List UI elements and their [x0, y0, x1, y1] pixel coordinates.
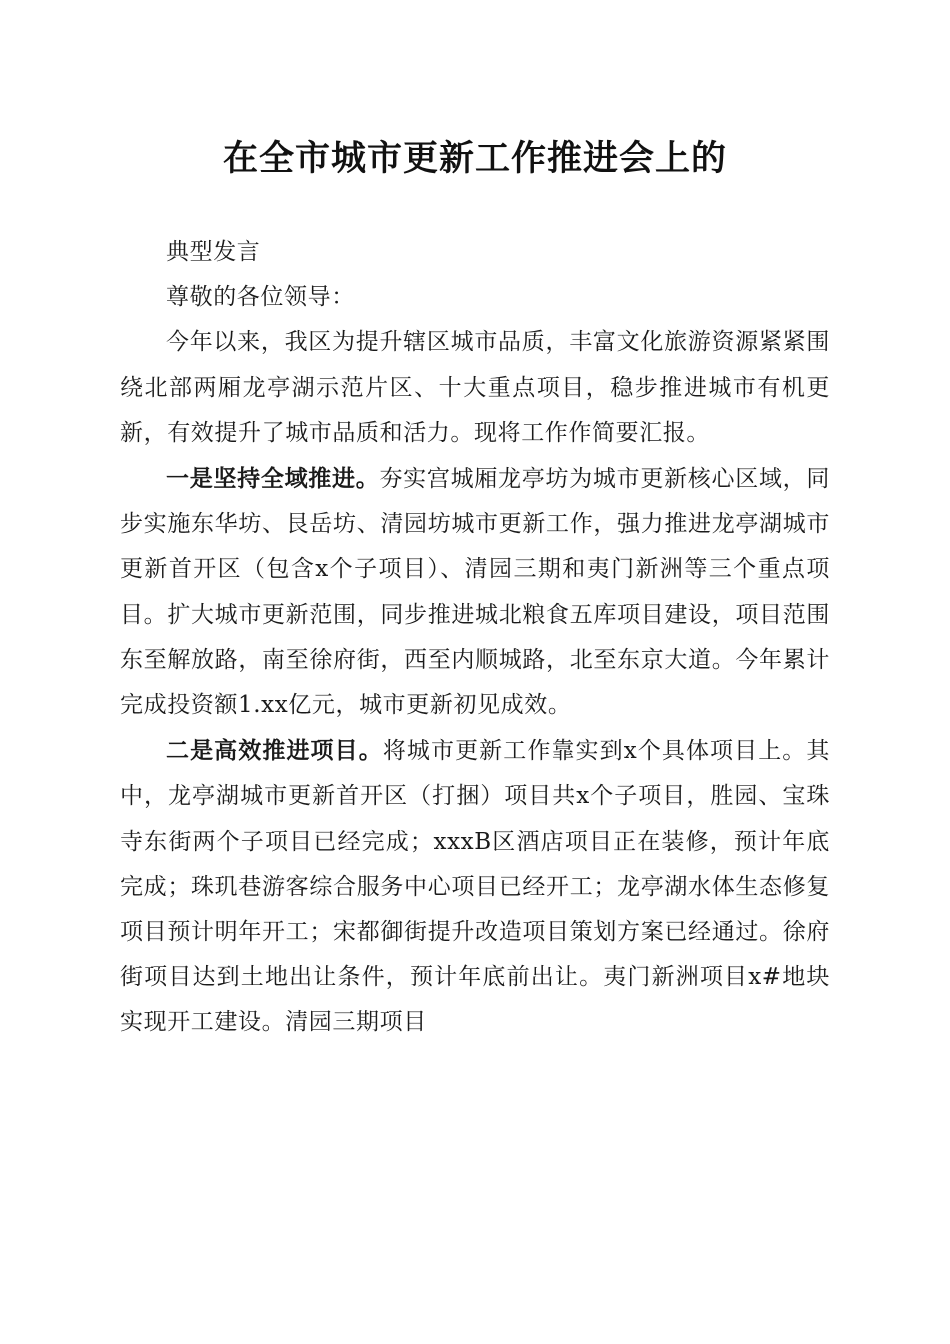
paragraph-intro [120, 320, 830, 456]
document-body [120, 230, 830, 1046]
paragraph-text: 将城市更新工作靠实到x个具体项目上。其中，龙亭湖城市更新首开区（打捆）项目共x个子项目，胜园、宝珠寺东街两个子项目已经完成；xxxB区酒店项目正在装修，预计年底完成；珠玑巷游客综合服务中心项目已经开工；龙亭湖水体生态修复项目预计明年开工；宋都御街提升改造项目策划方案已经通过。徐府街项目达到土地出让条件，预计年底前出让。夷门新洲项目x#地块实现开工建设。清园三期项目 [120, 738, 830, 1036]
paragraph-lead: 一是坚持全域推进。 [166, 465, 380, 493]
salutation: 尊敬的各位领导： [166, 284, 355, 311]
paragraph-lead: 二是高效推进项目。 [166, 737, 383, 765]
paragraph-text: 今年以来，我区为提升辖区城市品质，丰富文化旅游资源紧紧围绕北部两厢龙亭湖示范片区、十大重点项目，稳步推进城市有机更新，有效提升了城市品质和活力。现将工作作简要汇报。 [120, 329, 830, 446]
paragraph-section-2 [120, 728, 830, 1045]
document-subtitle: 典型发言 [166, 239, 261, 265]
paragraph-section-1 [120, 456, 830, 728]
paragraph-text: 夯实宫城厢龙亭坊为城市更新核心区域，同步实施东华坊、艮岳坊、清园坊城市更新工作，强力推进龙亭湖城市更新首开区（包含x个子项目）、清园三期和夷门新洲等三个重点项目。扩大城市更新范围，同步推进城北粮食五库项目建设，项目范围东至解放路，南至徐府街，西至内顺城路，北至东京大道。今年累计完成投资额1.xx亿元，城市更新初见成效。 [120, 466, 830, 719]
document-title: 在全市城市更新工作推进会上的 [222, 138, 727, 179]
